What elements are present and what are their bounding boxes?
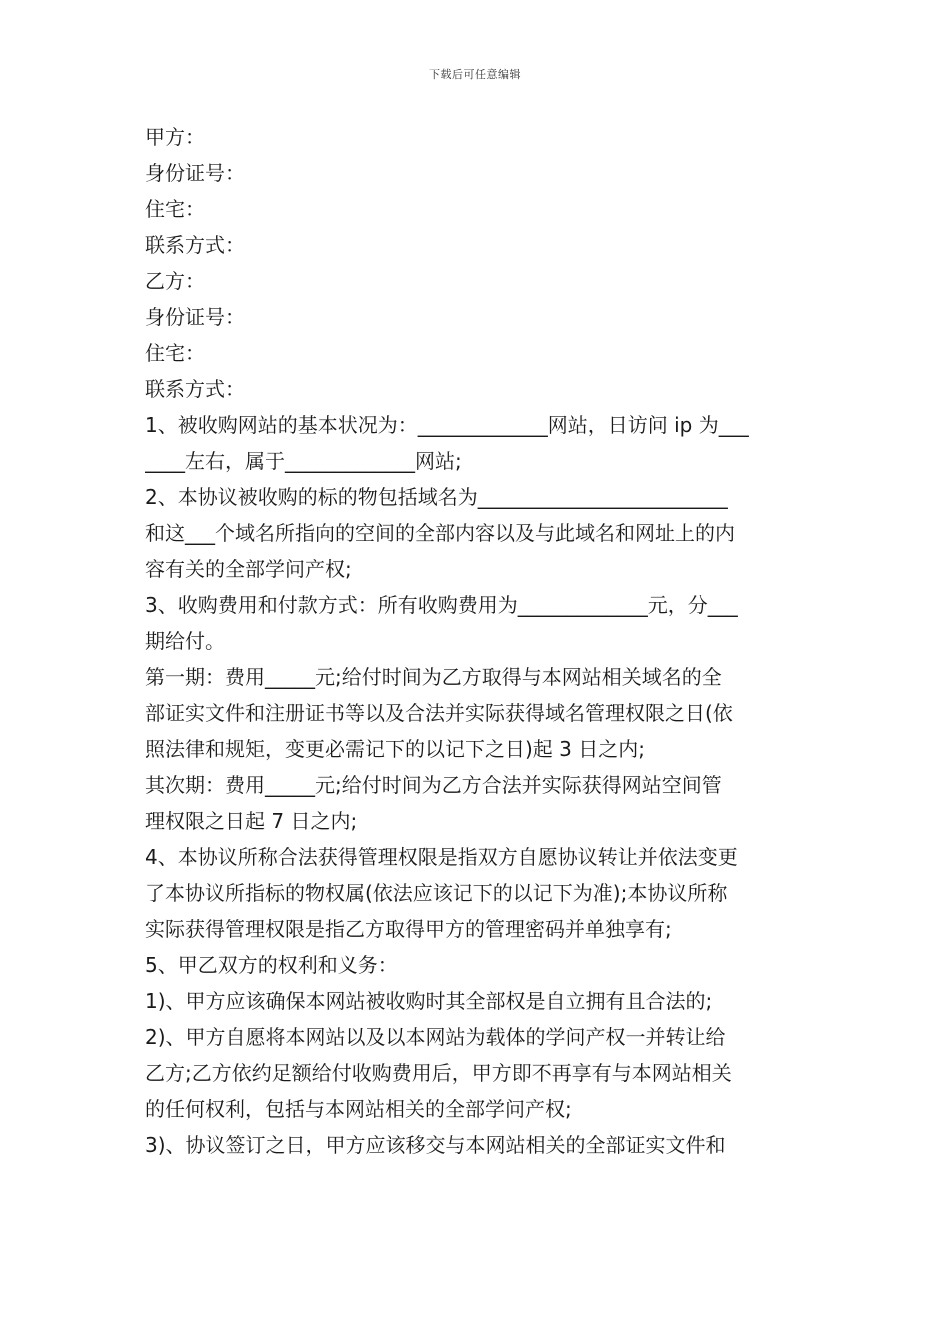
clause-2-line-1: 2、本协议被收购的标的物包括域名为_________________________ bbox=[145, 485, 728, 509]
clause-5-item-2-line-3: 的任何权利，包括与本网站相关的全部学问产权; bbox=[145, 1097, 572, 1121]
clause-5-item-1: 1)、甲方应该确保本网站被收购时其全部权是自立拥有且合法的; bbox=[145, 989, 713, 1013]
party-b-contact-label: 联系方式： bbox=[145, 377, 245, 401]
party-a-contact-label: 联系方式： bbox=[145, 233, 245, 257]
clause-5-heading: 5、甲乙双方的权利和义务： bbox=[145, 953, 398, 977]
party-a-label: 甲方： bbox=[145, 125, 205, 149]
first-payment-line-2: 部证实文件和注册证书等以及合法并实际获得域名管理权限之日(依 bbox=[145, 701, 733, 725]
first-payment-line-1: 第一期：费用_____元;给付时间为乙方取得与本网站相关域名的全 bbox=[145, 665, 722, 689]
clause-3-line-2: 期给付。 bbox=[145, 629, 225, 653]
second-payment-line-2: 理权限之日起 7 日之内; bbox=[145, 809, 358, 833]
clause-5-item-2-line-2: 乙方;乙方依约足额给付收购费用后，甲方即不再享有与本网站相关 bbox=[145, 1061, 732, 1085]
clause-4-line-2: 了本协议所指标的物权属(依法应该记下的以记下为准);本协议所称 bbox=[145, 881, 728, 905]
clause-2-line-3: 容有关的全部学问产权; bbox=[145, 557, 352, 581]
party-b-address-label: 住宅： bbox=[145, 341, 205, 365]
clause-4-line-3: 实际获得管理权限是指乙方取得甲方的管理密码并单独享有; bbox=[145, 917, 672, 941]
clause-1-line-2: ____左右，属于_____________网站; bbox=[145, 449, 462, 473]
page-header: 下载后可任意编辑 bbox=[429, 68, 521, 81]
clause-5-item-3-line-1: 3)、协议签订之日，甲方应该移交与本网站相关的全部证实文件和 bbox=[145, 1133, 726, 1157]
party-a-address-label: 住宅： bbox=[145, 197, 205, 221]
document-body bbox=[145, 119, 810, 1163]
clause-3-line-1: 3、收购费用和付款方式：所有收购费用为_____________元，分___ bbox=[145, 593, 738, 617]
second-payment-line-1: 其次期：费用_____元;给付时间为乙方合法并实际获得网站空间管 bbox=[145, 773, 722, 797]
first-payment-line-3: 照法律和规矩，变更必需记下的以记下之日)起 3 日之内; bbox=[145, 737, 645, 761]
party-b-label: 乙方： bbox=[145, 269, 205, 293]
party-b-id-label: 身份证号： bbox=[145, 305, 245, 329]
clause-5-item-2-line-1: 2)、甲方自愿将本网站以及以本网站为载体的学问产权一并转让给 bbox=[145, 1025, 726, 1049]
clause-4-line-1: 4、本协议所称合法获得管理权限是指双方自愿协议转让并依法变更 bbox=[145, 845, 738, 869]
clause-2-line-2: 和这___个域名所指向的空间的全部内容以及与此域名和网址上的内 bbox=[145, 521, 735, 545]
party-a-id-label: 身份证号： bbox=[145, 161, 245, 185]
clause-1-line-1: 1、被收购网站的基本状况为：_____________网站，日访问 ip 为___ bbox=[145, 413, 749, 437]
